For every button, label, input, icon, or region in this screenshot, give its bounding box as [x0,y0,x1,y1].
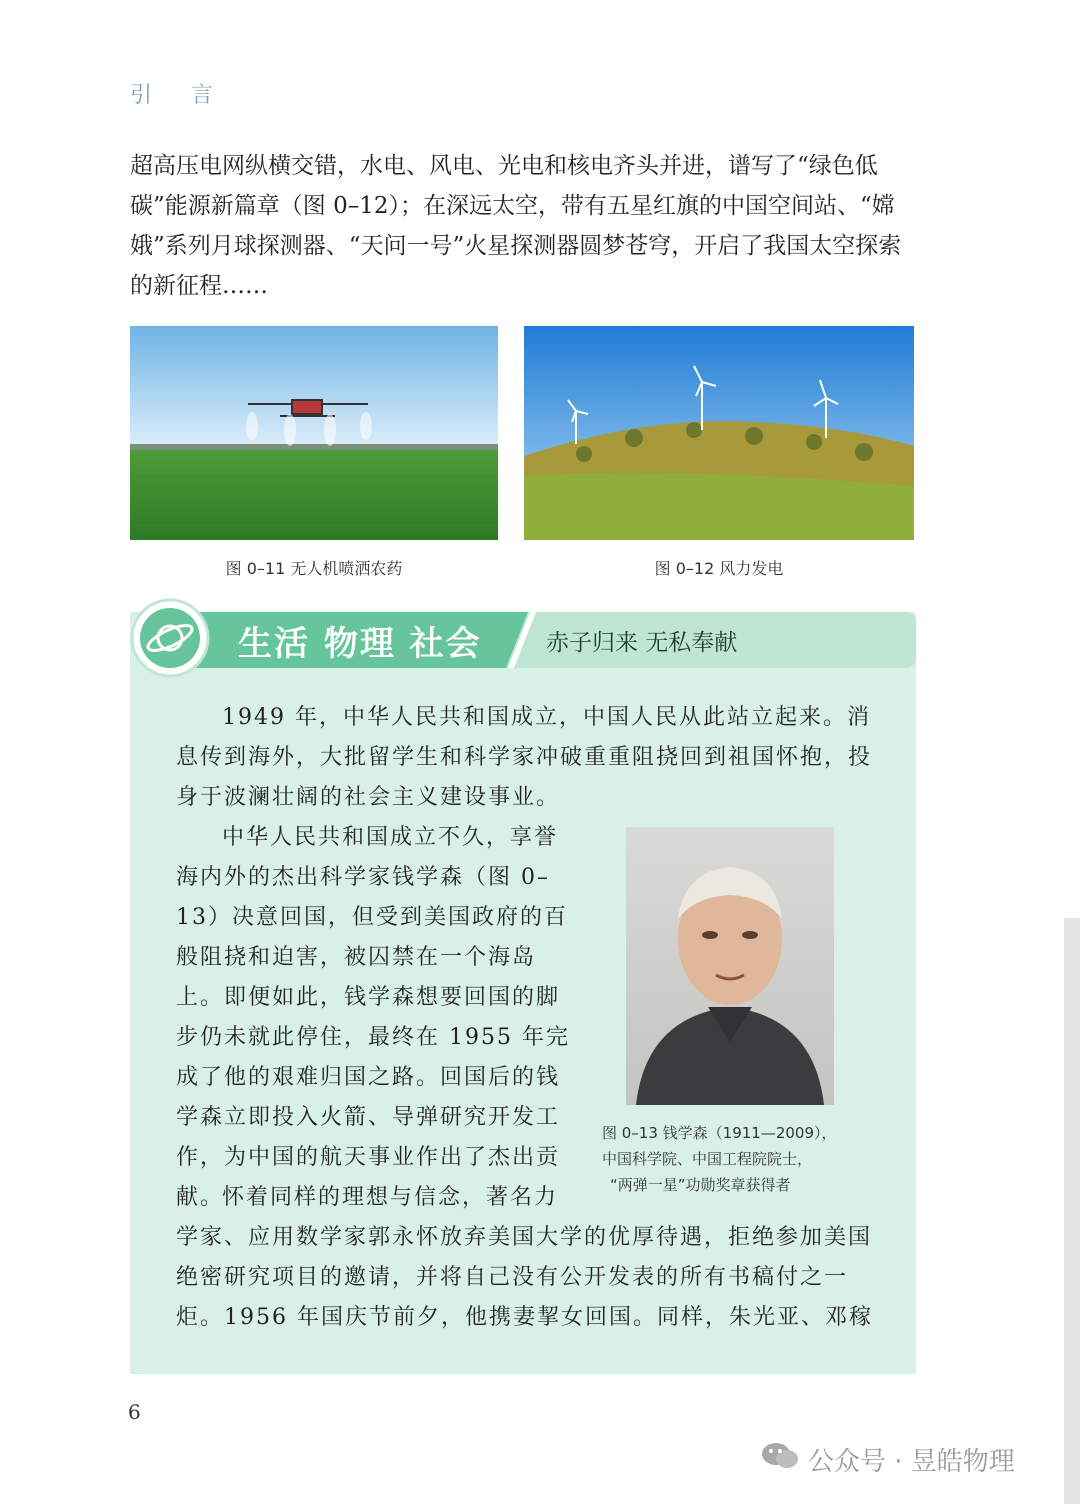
feature-paragraph-2: 中华人民共和国成立不久，享誉海内外的杰出科学家钱学森（图 0–13）决意回国，但受到美国政府的百般阻挠和迫害，被囚禁在一个海岛上。即便如此，钱学森想要回国的脚步仍未就此停住，最终在 1955 年完成了他的艰难归国之路。回国后的钱学森立即投入火箭、导弹研究开发工作，为中国的航天事业作出了杰出贡献。 [176,825,570,1210]
fig12-caption: 图 0–12 风力发电 [654,559,784,578]
watermark [760,1440,1015,1479]
portrait-photo [626,827,834,1105]
page-number: 6 [128,1400,141,1424]
portrait-caption-line-3: “两弹一星”功勋奖章获得者 [610,1176,791,1194]
feature-paragraph-3: 学家、应用数学家郭永怀放弃美国大学的优厚待遇，拒绝参加美国绝密研究项目的邀请，并将自己没有公开发表的所有书稿付之一炬。1956 年国庆节前夕，他携妻挈女回国。同样，朱光亚、邓稼 [176,1225,873,1330]
wechat-icon [760,1440,800,1479]
feature-title: 生活 物理 社会 [238,624,482,664]
portrait-caption [602,1120,872,1198]
watermark-text: 公众号 · 昱皓物理 [808,1447,1015,1477]
feature-paragraph-3-start: 怀着同样的理想与信念，著名力 [222,1185,559,1210]
page-edge-tab [1064,918,1080,1504]
portrait-caption-line-2: 中国科学院、中国工程院院士， [602,1150,813,1168]
feature-paragraph-1: 1949 年，中华人民共和国成立，中国人民从此站立起来。消息传到海外，大批留学生和科学家冲破重重阻挠回到祖国怀抱，投身于波澜壮阔的社会主义建设事业。 [176,705,873,810]
intro-paragraph: 超高压电网纵横交错，水电、风电、光电和核电齐头并进，谱写了“绿色低碳”能源新篇章（图 0–12）；在深远太空，带有五星红旗的中国空间站、“嫦娥”系列月球探测器、“天问一号”火星探测器圆梦苍穹，开启了我国太空探索的新征程…… [130,153,902,299]
wind-power-photo [524,326,914,540]
section-label: 引 言 [130,83,229,108]
drone-photo [130,326,498,540]
feature-subtitle: 赤子归来 无私奉献 [546,630,738,656]
planet-icon [130,598,210,678]
fig11-caption: 图 0–11 无人机喷洒农药 [225,559,403,578]
portrait-caption-line-1: 图 0–13 钱学森（1911—2009）， [602,1124,837,1142]
